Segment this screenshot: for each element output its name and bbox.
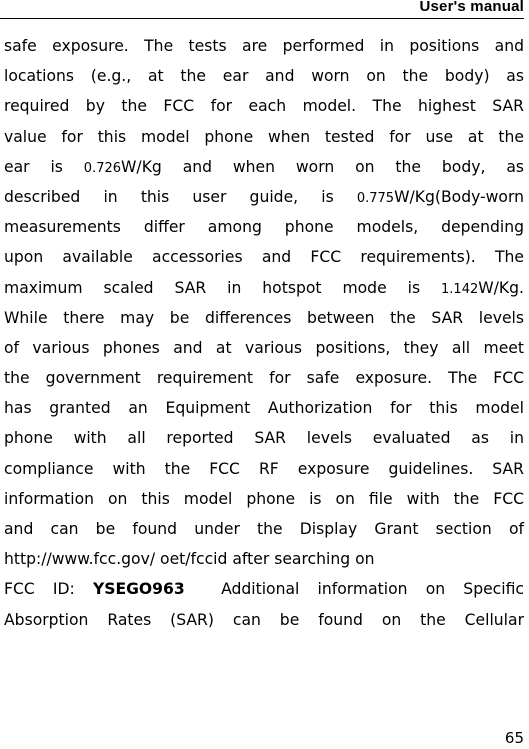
sar-body-value: 0.775 <box>356 190 395 206</box>
body-line: and can be found under the Display Grant section of <box>4 520 524 538</box>
sar-body-prefix: described in this user guide, is <box>4 187 357 206</box>
body-line: locations (e.g., at the ear and worn on the body) as <box>4 67 524 86</box>
body-line: information on this model phone is on file with the FCC <box>4 489 524 508</box>
body-line: has granted an Equipment Authorization for this model <box>4 399 524 418</box>
body-line: Absorption Rates (SAR) can be found on the Cellular <box>4 610 524 629</box>
body-line: value for this model phone when tested for use at the <box>4 127 524 146</box>
body-line: phone with all reported SAR levels evaluated as in <box>4 429 524 448</box>
body-line-sar-hotspot <box>4 273 524 303</box>
body-line-sar-body <box>4 182 524 212</box>
sar-head-prefix: ear is <box>4 157 84 176</box>
body-line: required by the FCC for each model. The highest SAR <box>4 97 524 116</box>
body-line: of various phones and at various positions, they all meet <box>4 338 524 357</box>
body-line: safe exposure. The tests are performed in positions and <box>4 37 524 55</box>
body-line-url: http://www.fcc.gov/ oet/fccid after searching on <box>4 550 375 569</box>
sar-hotspot-prefix: maximum scaled SAR in hotspot mode is <box>4 278 442 297</box>
fccid-rest: Additional information on Specific <box>184 580 524 599</box>
header-title: User's manual <box>419 0 524 15</box>
body-line: the government requirement for safe exposure. The FCC <box>4 369 524 388</box>
sar-head-suffix: W/Kg and when worn on the body, as <box>121 157 524 176</box>
body-line-sar-head <box>4 152 524 182</box>
body-line: While there may be differences between the SAR levels <box>4 308 524 327</box>
fccid-value: YSEGO963 <box>92 580 185 599</box>
body-line-fccid <box>4 574 524 604</box>
body-text <box>4 31 524 635</box>
sar-head-value: 0.726 <box>83 160 122 176</box>
body-line: compliance with the FCC RF exposure guidelines. SAR <box>4 459 524 478</box>
fccid-label: FCC ID: <box>4 580 93 599</box>
page-header <box>0 0 524 19</box>
body-line: upon available accessories and FCC requirements). The <box>4 248 524 267</box>
sar-hotspot-value: 1.142 <box>441 281 479 297</box>
body-line: measurements differ among phone models, depending <box>4 218 524 237</box>
sar-body-suffix: W/Kg(Body-worn <box>394 187 524 206</box>
page-number: 65 <box>504 729 524 747</box>
sar-hotspot-suffix: W/Kg. <box>478 278 524 297</box>
